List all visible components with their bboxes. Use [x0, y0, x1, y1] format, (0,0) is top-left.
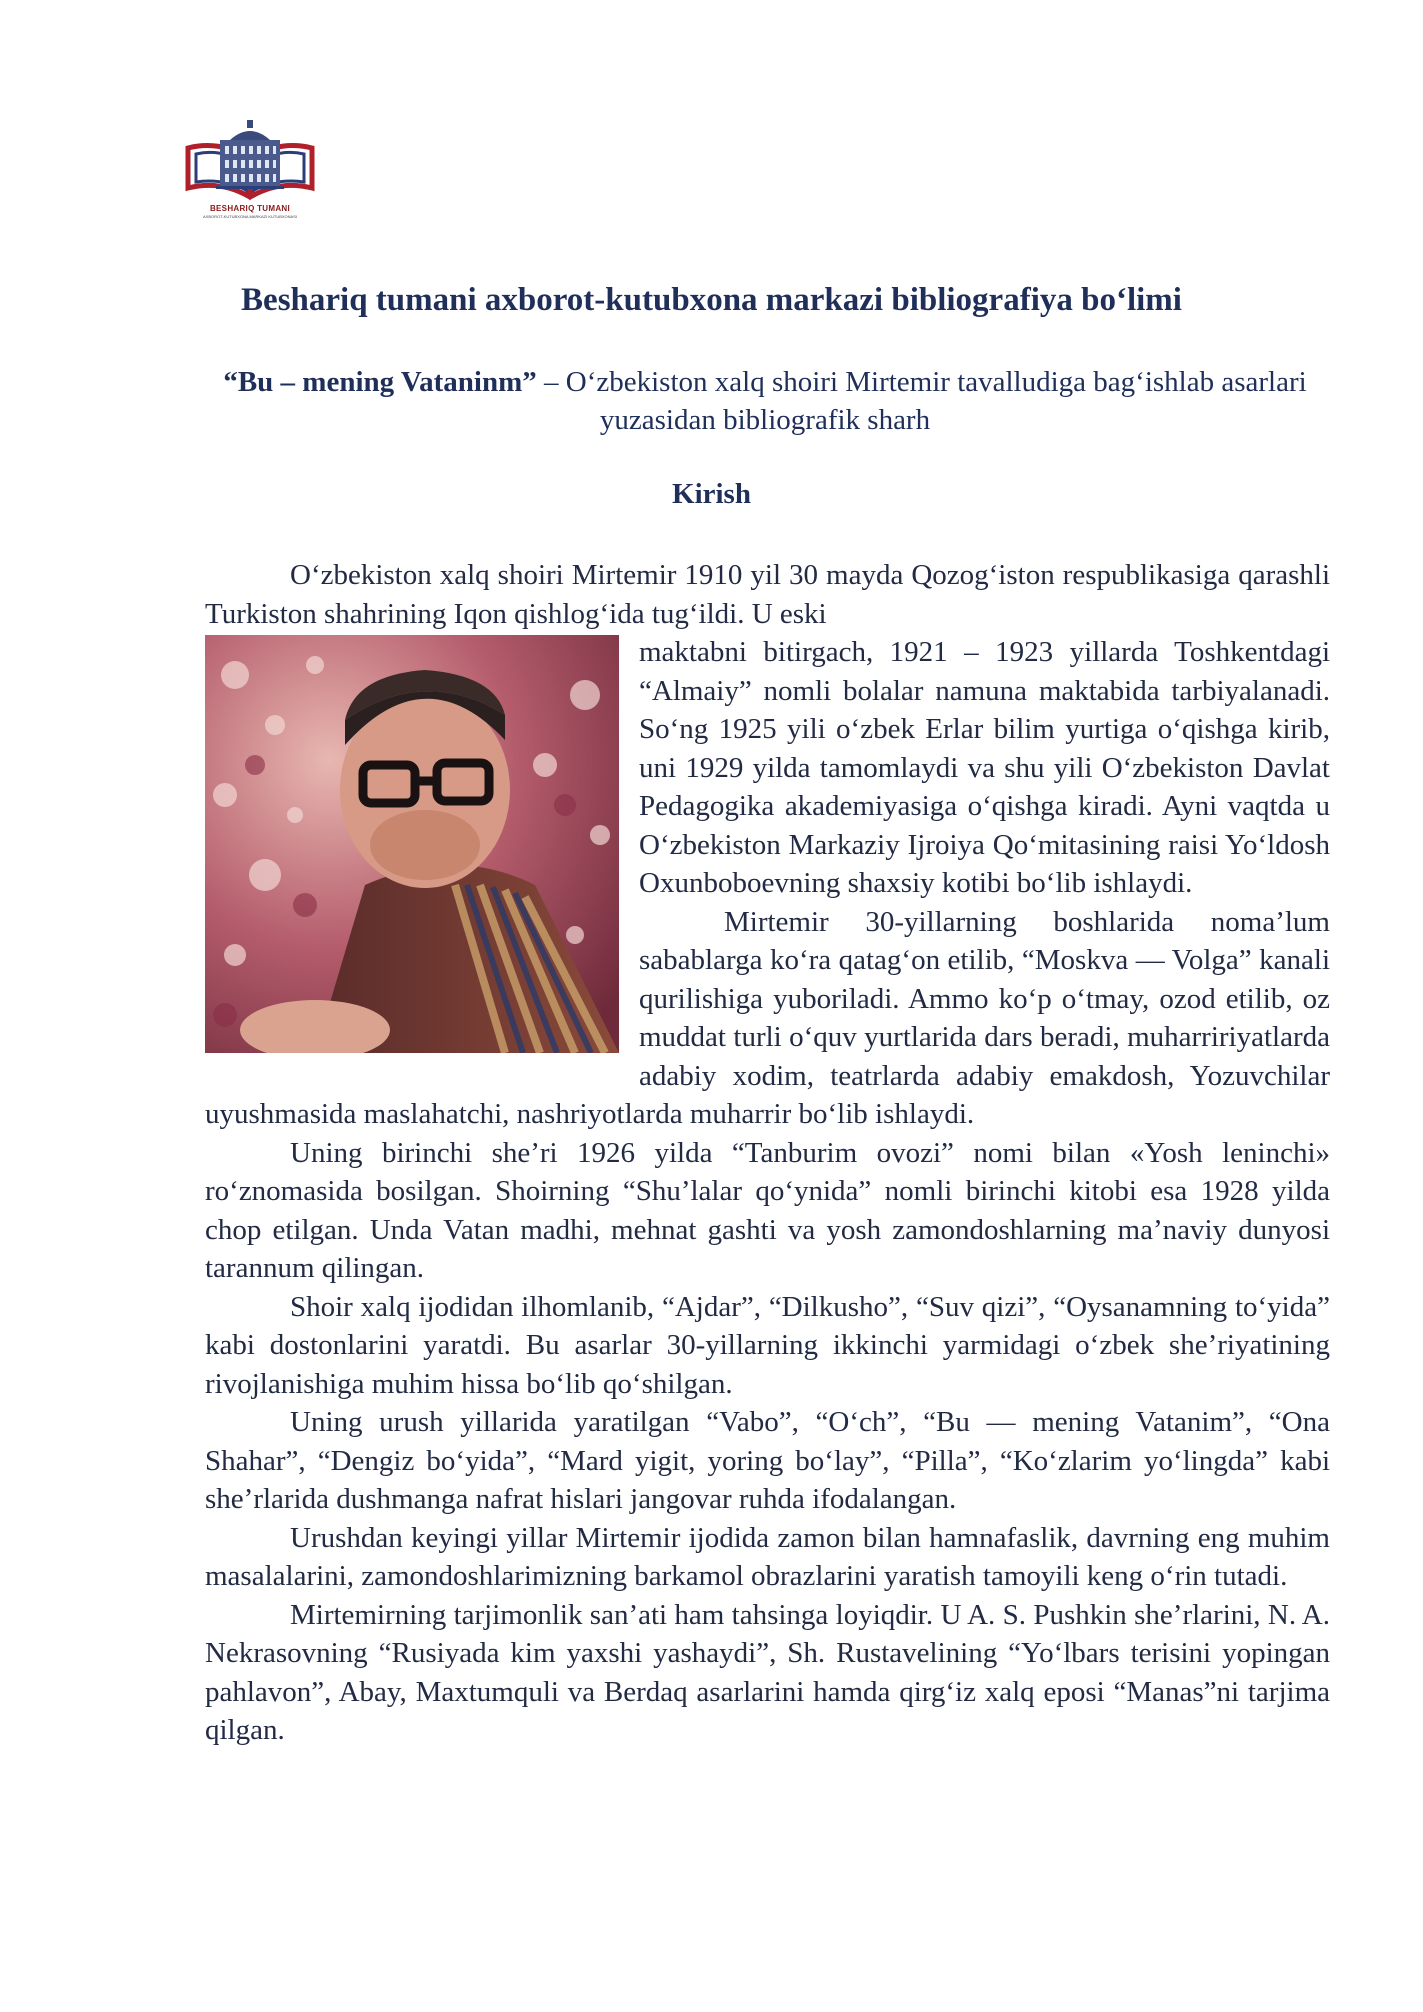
paragraph-1-continued: maktabni bitirgach, 1921 – 1923 yillarda Toshkentdagi “Almaiy” nomli bolalar namuna maktabida tarbiyalanadi. So‘ng 1925 yili o‘zbek Erlar bilim yurtiga o‘qishga kirib, uni 1929 yilda tamomlaydi va shu yili O‘zbekiston Davlat Pedagogika akademiyasiga o‘qishga kiradi. Ayni vaqtda u O‘zbekiston Markaziy Ijroiya Qo‘mitasining raisi Yo‘ldosh Oxunboboevning shaxsiy kotibi bo‘lib ishlaydi. [639, 636, 1330, 899]
library-book-building-icon [180, 118, 320, 204]
logo-subcaption: AXBOROT-KUTUBXONA MARKAZI KUTUBXONASI [202, 214, 297, 219]
paragraph-6: Urushdan keyingi yillar Mirtemir ijodida zamon bilan hamnafaslik, davrning eng muhim masalalarini, zamondoshlarimizning barkamol obrazlarini yaratish tamoyili keng o‘rin tutadi. [205, 1521, 1330, 1592]
document-subtitle [205, 363, 1325, 439]
portrait-photo [205, 635, 619, 1053]
library-logo [180, 118, 320, 230]
paragraph-3: Uning birinchi she’ri 1926 yilda “Tanburim ovozi” nomi bilan «Yosh leninchi» ro‘znomasida bosilgan. Shoirning “Shu’lalar qo‘ynida” nomli birinchi kitobi esa 1928 yilda chop etilgan. Unda Vatan madhi, mehnat gashti va yosh zamondoshlarning ma’naviy dunyosi tarannum qilingan. [205, 1136, 1330, 1284]
portrait-photo-icon [205, 635, 619, 1053]
paragraph-5: Uning urush yillarida yaratilgan “Vabo”, “O‘ch”, “Bu — mening Vatanim”, “Ona Shahar”, “Dengiz bo‘yida”, “Mard yigit, yoring bo‘lay”, “Pilla”, “Ko‘zlarim yo‘lingda” kabi she’rlarida dushmanga nafrat hislari jangovar ruhda ifodalangan. [205, 1406, 1330, 1515]
section-heading: Kirish [672, 478, 751, 510]
paragraph-7: Mirtemirning tarjimonlik san’ati ham tahsinga loyiqdir. U A. S. Pushkin she’rlarini, N. A. Nekrasovning “Rusiyada kim yaxshi yashaydi”, Sh. Rustavelining “Yo‘lbars terisini yopingan pahlavon”, Abay, Maxtumquli va Berdaq asarlarini hamda qirg‘iz xalq eposi “Manas”ni tarjima qilgan. [205, 1598, 1330, 1746]
subtitle-bold: “Bu – mening Vataninm” [223, 366, 537, 398]
body-text [205, 556, 1330, 1750]
paragraph-2: Mirtemir 30-yillarning boshlarida noma’lum sabablarga ko‘ra qatag‘on etilib, “Moskva — Volga” kanali qurilishiga yuboriladi. Ammo ko‘p o‘tmay, ozod etilib, oz muddat turli o‘quv yurtlarida dars beradi, muharririyatlarda adabiy xodim, teatrlarda adabiy emakdosh, Yozuvchilar uyushmasida maslahatchi, nashriyotlarda muharrir bo‘lib ishlaydi. [205, 905, 1330, 1130]
paragraph-1-start: O‘zbekiston xalq shoiri Mirtemir 1910 yil 30 mayda Qozog‘iston respublikasiga qarashli Turkiston shahrining Iqon qishlog‘ida tug‘ildi. U eski [205, 559, 1330, 630]
paragraph-4: Shoir xalq ijodidan ilhomlanib, “Ajdar”, “Dilkusho”, “Suv qizi”, “Oysanamning to‘yida” kabi dostonlarini yaratdi. Bu asarlar 30-yillarning ikkinchi yarmidagi o‘zbek she’riyatining rivojlanishiga muhim hissa bo‘lib qo‘shilgan. [205, 1290, 1330, 1400]
logo-caption: BESHARIQ TUMANI [209, 204, 291, 213]
page-title: Beshariq tumani axborot-kutubxona markazi bibliografiya bo‘limi [241, 282, 1182, 318]
subtitle-rest: – O‘zbekiston xalq shoiri Mirtemir tavalludiga bag‘ishlab asarlari yuzasidan bibliografik sharh [536, 366, 1307, 436]
